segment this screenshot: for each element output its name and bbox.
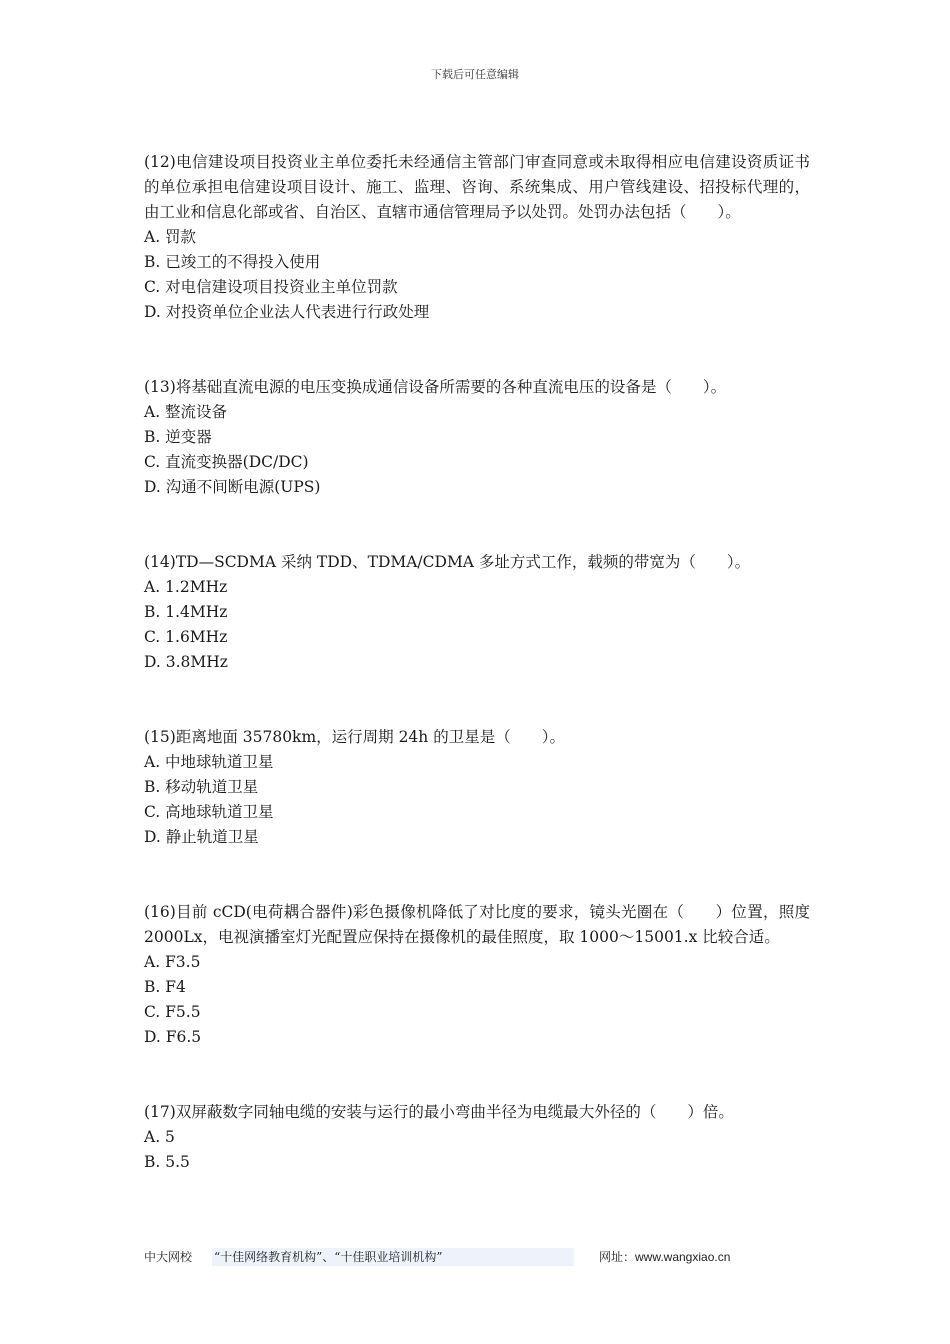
option-a: A. 罚款 (144, 228, 197, 246)
question-14 (144, 550, 810, 675)
question-17 (144, 1100, 810, 1175)
question-16 (144, 900, 810, 1050)
option-b: B. 移动轨道卫星 (144, 778, 259, 796)
page-footer (144, 1248, 744, 1266)
option-c: C. 直流变换器(DC/DC) (144, 453, 309, 471)
question-stem: (13)将基础直流电源的电压变换成通信设备所需要的各种直流电压的设备是（ ）。 (144, 378, 727, 396)
option-b: B. 已竣工的不得投入使用 (144, 253, 321, 271)
option-c: C. 1.6MHz (144, 628, 228, 646)
question-stem: (16)目前 cCD(电荷耦合器件)彩色摄像机降低了对比度的要求，镜头光圈在（ ）位置，照度 2000Lx，电视演播室灯光配置应保持在摄像机的最佳照度，取 1000～15001.x 比较合适。 (144, 903, 810, 946)
question-stem: (12)电信建设项目投资业主单位委托未经通信主管部门审查同意或未取得相应电信建设资质证书的单位承担电信建设项目设计、施工、监理、咨询、系统集成、用户管线建设、招投标代理的，由工业和信息化部或省、自治区、直辖市通信管理局予以处罚。处罚办法包括（ ）。 (144, 153, 810, 221)
page-header: 下载后可任意编辑 (431, 68, 519, 81)
footer-website[interactable]: 网址：www.wangxiao.cn (599, 1250, 731, 1264)
option-b: B. 5.5 (144, 1153, 190, 1171)
option-b: B. 逆变器 (144, 428, 212, 446)
question-stem: (15)距离地面 35780km，运行周期 24h 的卫星是（ ）。 (144, 728, 565, 746)
option-a: A. 5 (144, 1128, 175, 1146)
option-d: D. 3.8MHz (144, 653, 228, 671)
option-c: C. 高地球轨道卫星 (144, 803, 274, 821)
option-d: D. 静止轨道卫星 (144, 828, 259, 846)
option-d: D. 对投资单位企业法人代表进行行政处理 (144, 303, 430, 321)
footer-brand: 中大网校 (144, 1250, 193, 1264)
option-b: B. 1.4MHz (144, 603, 228, 621)
option-d: D. 沟通不间断电源(UPS) (144, 478, 321, 496)
option-a: A. 1.2MHz (144, 578, 228, 596)
question-12 (144, 150, 810, 325)
question-stem: (14)TD—SCDMA 采纳 TDD、TDMA/CDMA 多址方式工作，载频的带宽为（ ）。 (144, 553, 751, 571)
option-d: D. F6.5 (144, 1028, 202, 1046)
footer-slogan: “十佳网络教育机构”、“十佳职业培训机构” (212, 1248, 574, 1266)
question-list (144, 150, 810, 1175)
option-a: A. 整流设备 (144, 403, 228, 421)
option-a: A. 中地球轨道卫星 (144, 753, 274, 771)
option-c: C. F5.5 (144, 1003, 201, 1021)
option-c: C. 对电信建设项目投资业主单位罚款 (144, 278, 398, 296)
question-13 (144, 375, 810, 500)
option-b: B. F4 (144, 978, 186, 996)
question-15 (144, 725, 810, 850)
question-stem: (17)双屏蔽数字同轴电缆的安装与运行的最小弯曲半径为电缆最大外径的（ ）倍。 (144, 1103, 734, 1121)
option-a: A. F3.5 (144, 953, 201, 971)
